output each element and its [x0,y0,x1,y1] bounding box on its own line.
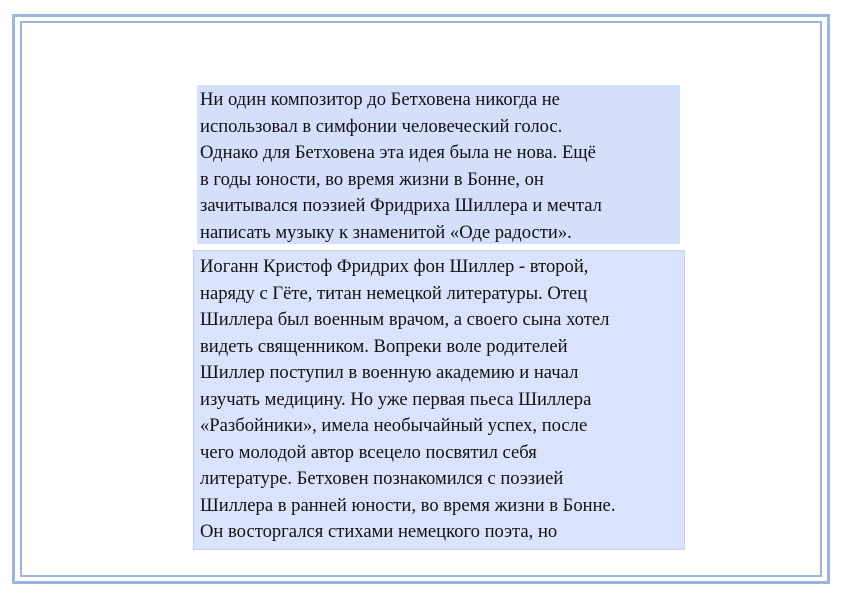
text-box-schiller-bio: Иоганн Кристоф Фридрих фон Шиллер - второй, наряду с Гёте, титан немецкой литературы. Отец Шиллера был военным врачом, а своего сына хотел видеть священником. Вопреки воле родителей Шиллер поступил в военную академию и начал изучать медицину. Но уже первая пьеса Шиллера «Разбойники», имела необычайный успех, после чего молодой автор всецело посвятил себя литературе. Бетховен познакомился с поэзией Шиллера в ранней юности, во время жизни в Бонне. Он восторгался стихами немецкого поэта, но [193,250,685,550]
text-box-beethoven-intro: Ни один композитор до Бетховена никогда не использовал в симфонии человеческий голос. Однако для Бетховена эта идея была не нова. Ещё в годы юности, во время жизни в Бонне, он зачитывался поэзией Фридриха Шиллера и мечтал написать музыку к знаменитой «Оде радости». [197,85,680,244]
